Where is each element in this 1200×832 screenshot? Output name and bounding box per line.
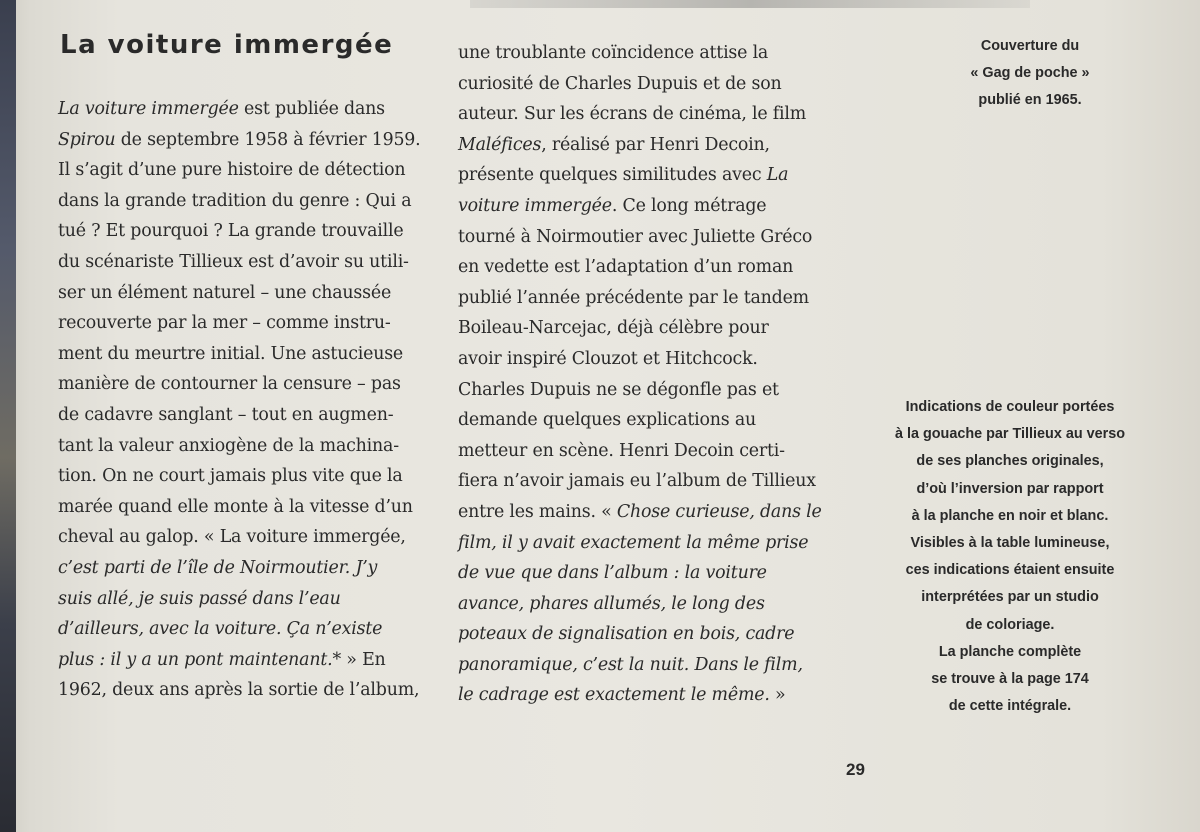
- text-run: tant la valeur anxiogène de la machina-: [58, 435, 399, 456]
- text-line: [58, 675, 421, 706]
- text-line: [458, 130, 822, 161]
- caption-line: Indications de couleur portées: [905, 399, 1115, 415]
- caption-line: Visibles à la table lumineuse,: [910, 534, 1110, 551]
- text-run: présente quelques similitudes avec: [458, 165, 767, 186]
- text-run: publié l’année précédente par le tandem: [458, 287, 809, 308]
- text-line: [58, 308, 421, 339]
- text-run: tourné à Noirmoutier avec Juliette Gréco: [458, 226, 813, 247]
- text-line: [458, 99, 822, 130]
- italic-text-run: voiture immergée: [458, 195, 612, 216]
- italic-text-run: suis allé, je suis passé dans l’eau: [58, 588, 341, 609]
- italic-text-run: Maléfices: [458, 134, 542, 155]
- text-line: [58, 645, 421, 676]
- italic-text-run: c’est parti de l’île de Noirmoutier. J’y: [58, 557, 378, 578]
- text-run: manière de contourner la censure – pas: [58, 374, 401, 395]
- text-line: [458, 283, 822, 314]
- text-line: [458, 191, 822, 222]
- text-run: une troublante coïncidence attise la: [458, 43, 769, 63]
- italic-text-run: Chose curieuse, dans le: [616, 501, 822, 522]
- italic-text-run: poteaux de signalisation en bois, cadre: [458, 624, 795, 645]
- text-line: [58, 216, 421, 247]
- caption-line: publié en 1965.: [978, 92, 1082, 109]
- text-line: [458, 436, 822, 467]
- text-run: . Ce long métrage: [611, 195, 767, 216]
- text-line: [458, 222, 822, 253]
- text-line: [458, 160, 822, 191]
- text-line: [458, 528, 822, 559]
- text-line: [458, 650, 822, 681]
- italic-text-run: Spirou: [58, 129, 116, 150]
- text-run: »: [769, 685, 786, 706]
- text-run: Charles Dupuis ne se dégonfle pas et: [458, 379, 779, 400]
- caption-line: de ses planches originales,: [916, 453, 1104, 470]
- italic-text-run: panoramique, c’est la nuit. Dans le film,: [458, 654, 803, 675]
- text-line: [58, 155, 421, 186]
- italic-text-run: La voiture immergée: [58, 99, 239, 119]
- text-run: ser un élément naturel – une chaussée: [58, 282, 392, 303]
- caption-line: interprétées par un studio: [921, 589, 1099, 606]
- text-run: de septembre 1958 à février 1959.: [115, 129, 421, 150]
- text-run: , réalisé par Henri Decoin,: [541, 134, 770, 155]
- text-run: » En: [340, 649, 386, 670]
- text-run: tion. On ne court jamais plus vite que la: [58, 466, 403, 487]
- caption-line: de cette intégrale.: [948, 698, 1072, 715]
- text-run: recouverte par la mer – comme instru-: [58, 313, 391, 334]
- text-line: [58, 94, 421, 125]
- bleed-through-shadow: [470, 0, 1030, 8]
- text-line: [58, 461, 421, 492]
- adjacent-page-edge: [0, 0, 16, 832]
- caption-line: à la planche en noir et blanc.: [911, 507, 1109, 524]
- text-run: ment du meurtre initial. Une astucieuse: [58, 343, 404, 364]
- text-run: de cadavre sanglant – tout en augmen-: [58, 404, 394, 425]
- left-text-column: [58, 94, 421, 706]
- text-line: [458, 558, 822, 589]
- text-run: est publiée dans: [238, 99, 385, 119]
- text-line: [458, 680, 822, 711]
- text-line: [458, 466, 822, 497]
- text-line: [458, 344, 822, 375]
- cover-caption: [930, 33, 1130, 115]
- text-line: [458, 589, 822, 620]
- text-line: [458, 69, 822, 100]
- text-run: Boileau-Narcejac, déjà célèbre pour: [458, 318, 769, 339]
- italic-text-run: d’ailleurs, avec la voiture. Ça n’existe: [58, 619, 383, 640]
- text-run: demande quelques explications au: [458, 410, 757, 431]
- caption-line: se trouve à la page 174: [931, 670, 1089, 687]
- caption-line: ces indications étaient ensuite: [905, 562, 1115, 579]
- text-line: [58, 553, 421, 584]
- italic-text-run: plus : il y a un pont maintenant.*: [58, 649, 341, 670]
- text-line: [458, 405, 822, 436]
- text-run: 1962, deux ans après la sortie de l’album,: [58, 680, 420, 701]
- caption-line: « Gag de poche »: [970, 65, 1090, 82]
- text-line: [458, 497, 822, 528]
- page-number: 29: [846, 760, 865, 779]
- text-line: [58, 369, 421, 400]
- text-line: [58, 339, 421, 370]
- text-run: en vedette est l’adaptation d’un roman: [458, 257, 794, 278]
- middle-text-column: [458, 38, 822, 711]
- caption-line: La planche complète: [938, 643, 1082, 660]
- text-line: [58, 522, 421, 553]
- text-run: du scénariste Tillieux est d’avoir su utili-: [58, 251, 409, 272]
- italic-text-run: La: [766, 165, 789, 186]
- color-indications-caption: [870, 394, 1150, 720]
- text-line: [58, 614, 421, 645]
- italic-text-run: le cadrage est exactement le même.: [458, 685, 770, 706]
- italic-text-run: film, il y avait exactement la même prise: [458, 532, 809, 553]
- italic-text-run: de vue que dans l’album : la voiture: [458, 563, 767, 584]
- caption-line: d’où l’inversion par rapport: [916, 480, 1104, 497]
- text-line: [458, 313, 822, 344]
- text-run: marée quand elle monte à la vitesse d’un: [58, 496, 413, 517]
- text-run: fiera n’avoir jamais eu l’album de Tillieux: [458, 471, 816, 492]
- text-run: avoir inspiré Clouzot et Hitchcock.: [458, 348, 758, 369]
- text-line: [58, 492, 421, 523]
- caption-line: Couverture du: [980, 38, 1080, 54]
- text-run: auteur. Sur les écrans de cinéma, le film: [458, 104, 807, 125]
- text-line: [58, 247, 421, 278]
- text-run: curiosité de Charles Dupuis et de son: [458, 73, 782, 94]
- text-line: [458, 619, 822, 650]
- text-line: [58, 125, 421, 156]
- chapter-title: La voiture immergée: [60, 30, 394, 60]
- text-line: [58, 584, 421, 615]
- text-line: [458, 38, 822, 69]
- caption-line: à la gouache par Tillieux au verso: [894, 426, 1126, 443]
- caption-line: de coloriage.: [965, 616, 1055, 633]
- italic-text-run: avance, phares allumés, le long des: [458, 593, 765, 614]
- text-line: [58, 186, 421, 217]
- text-run: tué ? Et pourquoi ? La grande trouvaille: [58, 221, 404, 242]
- text-run: dans la grande tradition du genre : Qui a: [58, 190, 412, 211]
- text-run: metteur en scène. Henri Decoin certi-: [458, 440, 785, 461]
- text-line: [58, 278, 421, 309]
- text-line: [458, 252, 822, 283]
- text-run: cheval au galop. « La voiture immergée,: [58, 527, 406, 548]
- text-line: [58, 431, 421, 462]
- text-run: entre les mains. «: [458, 501, 617, 522]
- text-line: [58, 400, 421, 431]
- text-line: [458, 375, 822, 406]
- text-run: Il s’agit d’une pure histoire de détection: [58, 160, 406, 181]
